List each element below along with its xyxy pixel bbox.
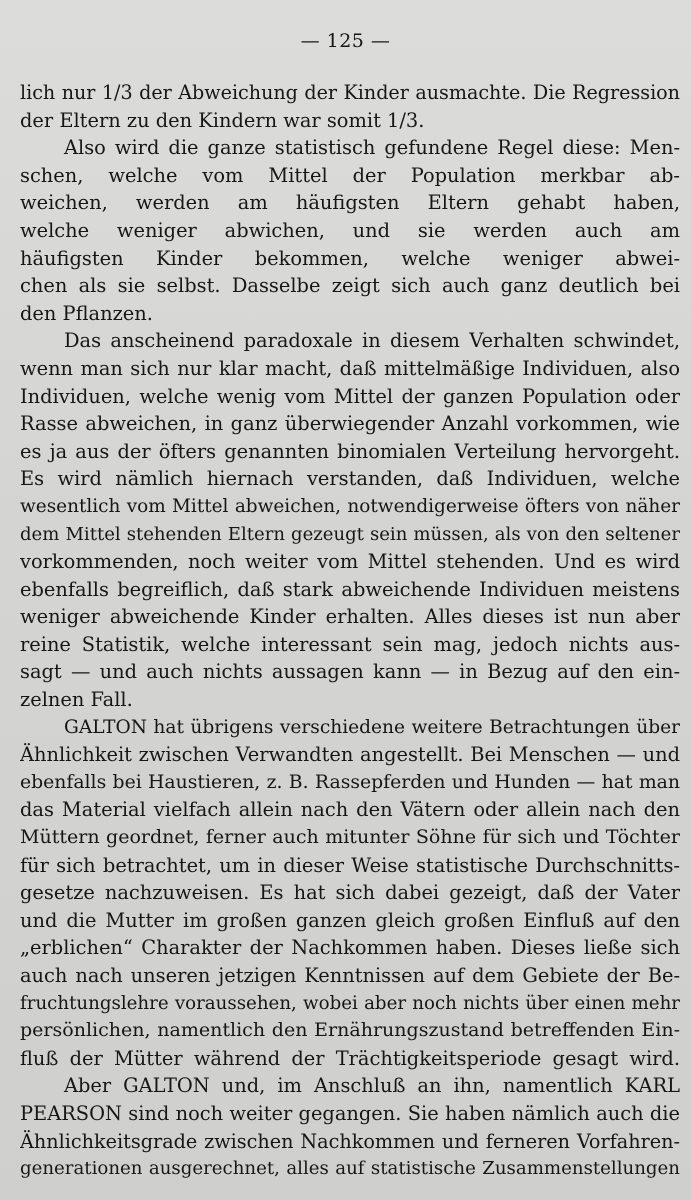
text-line: Also wird die ganze statistisch gefundene Regel diese: Men- [64, 136, 680, 160]
text-line: das Material vielfach allein nach den Vätern oder allein nach den [20, 798, 680, 822]
text-line: wenn man sich nur klar macht, daß mittelmäßige Individuen, also [20, 356, 680, 380]
text-line: „erblichen“ Charakter der Nachkommen haben. Dieses ließe sich [20, 936, 680, 960]
text-line: zelnen Fall. [20, 688, 133, 712]
text-line: ebenfalls bei Haustieren, z. B. Rassepferden und Hunden — hat man [20, 771, 680, 793]
text-line: Rasse abweichen, in ganz überwiegender Anzahl vorkommen, wie [20, 412, 680, 436]
text-line: Ähnlichkeitsgrade zwischen Nachkommen und ferneren Vorfahren- [20, 1129, 680, 1153]
text-line: persönlichen, namentlich den Ernährungszustand betreffenden Ein- [20, 1019, 680, 1042]
text-line: GALTON hat übrigens verschiedene weitere Betrachtungen über [64, 716, 680, 738]
text-line: lich nur 1/3 der Abweichung der Kinder ausmachte. Die Regression [20, 81, 680, 104]
text-line: häufigsten Kinder bekommen, welche weniger abwei- [20, 246, 680, 270]
text-line: wesentlich vom Mittel abweichen, notwendigerweise öfters von näher [20, 495, 680, 517]
text-line: ebenfalls begreiflich, daß stark abweichende Individuen meistens [20, 577, 680, 601]
text-line: für sich betrachtet, um in dieser Weise statistische Durchschnitts- [20, 853, 680, 877]
text-line: Aber GALTON und, im Anschluß an ihn, namentlich KARL [64, 1074, 680, 1098]
text-line: sagt — und auch nichts aussagen kann — in Bezug auf den ein- [20, 660, 680, 684]
text-line: Individuen, welche wenig vom Mittel der ganzen Population oder [20, 384, 680, 408]
text-line: weniger abweichende Kinder erhalten. Alles dieses ist nun aber [20, 605, 680, 629]
text-line: vorkommenden, noch weiter vom Mittel stehenden. Und es wird [20, 550, 680, 574]
text-line: Das anscheinend paradoxale in diesem Verhalten schwindet, [64, 329, 680, 353]
text-line: chen als sie selbst. Dasselbe zeigt sich auch ganz deutlich bei [20, 274, 680, 298]
body-text [20, 79, 680, 1183]
text-line: schen, welche vom Mittel der Population merkbar ab- [20, 163, 680, 187]
text-line: fluß der Mütter während der Trächtigkeitsperiode gesagt wird. [20, 1046, 680, 1070]
text-line: den Pflanzen. [20, 301, 153, 325]
text-line: Es wird nämlich hiernach verstanden, daß Individuen, welche [20, 467, 680, 491]
text-line: und die Mutter im großen ganzen gleich großen Einfluß auf den [20, 908, 680, 932]
text-line: fruchtungslehre voraussehen, wobei aber noch nichts über einen mehr [20, 992, 680, 1014]
page-number: — 125 — [300, 30, 391, 52]
text-line: welche weniger abwichen, und sie werden auch am [20, 218, 680, 242]
text-line: gesetze nachzuweisen. Es hat sich dabei gezeigt, daß der Vater [20, 881, 680, 905]
text-line: Müttern geordnet, ferner auch mitunter Söhne für sich und Töchter [20, 826, 680, 849]
text-line: der Eltern zu den Kindern war somit 1/3. [20, 108, 425, 132]
text-line: Ähnlichkeit zwischen Verwandten angestellt. Bei Menschen — und [20, 743, 680, 767]
text-line: dem Mittel stehenden Eltern gezeugt sein müssen, als von den seltener [20, 523, 680, 545]
text-line: weichen, werden am häufigsten Eltern gehabt haben, [20, 191, 680, 215]
text-line: generationen ausgerechnet, alles auf statistische Zusammenstellungen [20, 1158, 680, 1180]
text-line: auch nach unseren jetzigen Kenntnissen auf dem Gebiete der Be- [20, 964, 680, 987]
text-line: reine Statistik, welche interessant sein mag, jedoch nichts aus- [20, 632, 680, 656]
text-line: PEARSON sind noch weiter gegangen. Sie haben nämlich auch die [20, 1101, 680, 1125]
text-line: es ja aus der öfters genannten binomialen Verteilung hervorgeht. [20, 439, 680, 463]
